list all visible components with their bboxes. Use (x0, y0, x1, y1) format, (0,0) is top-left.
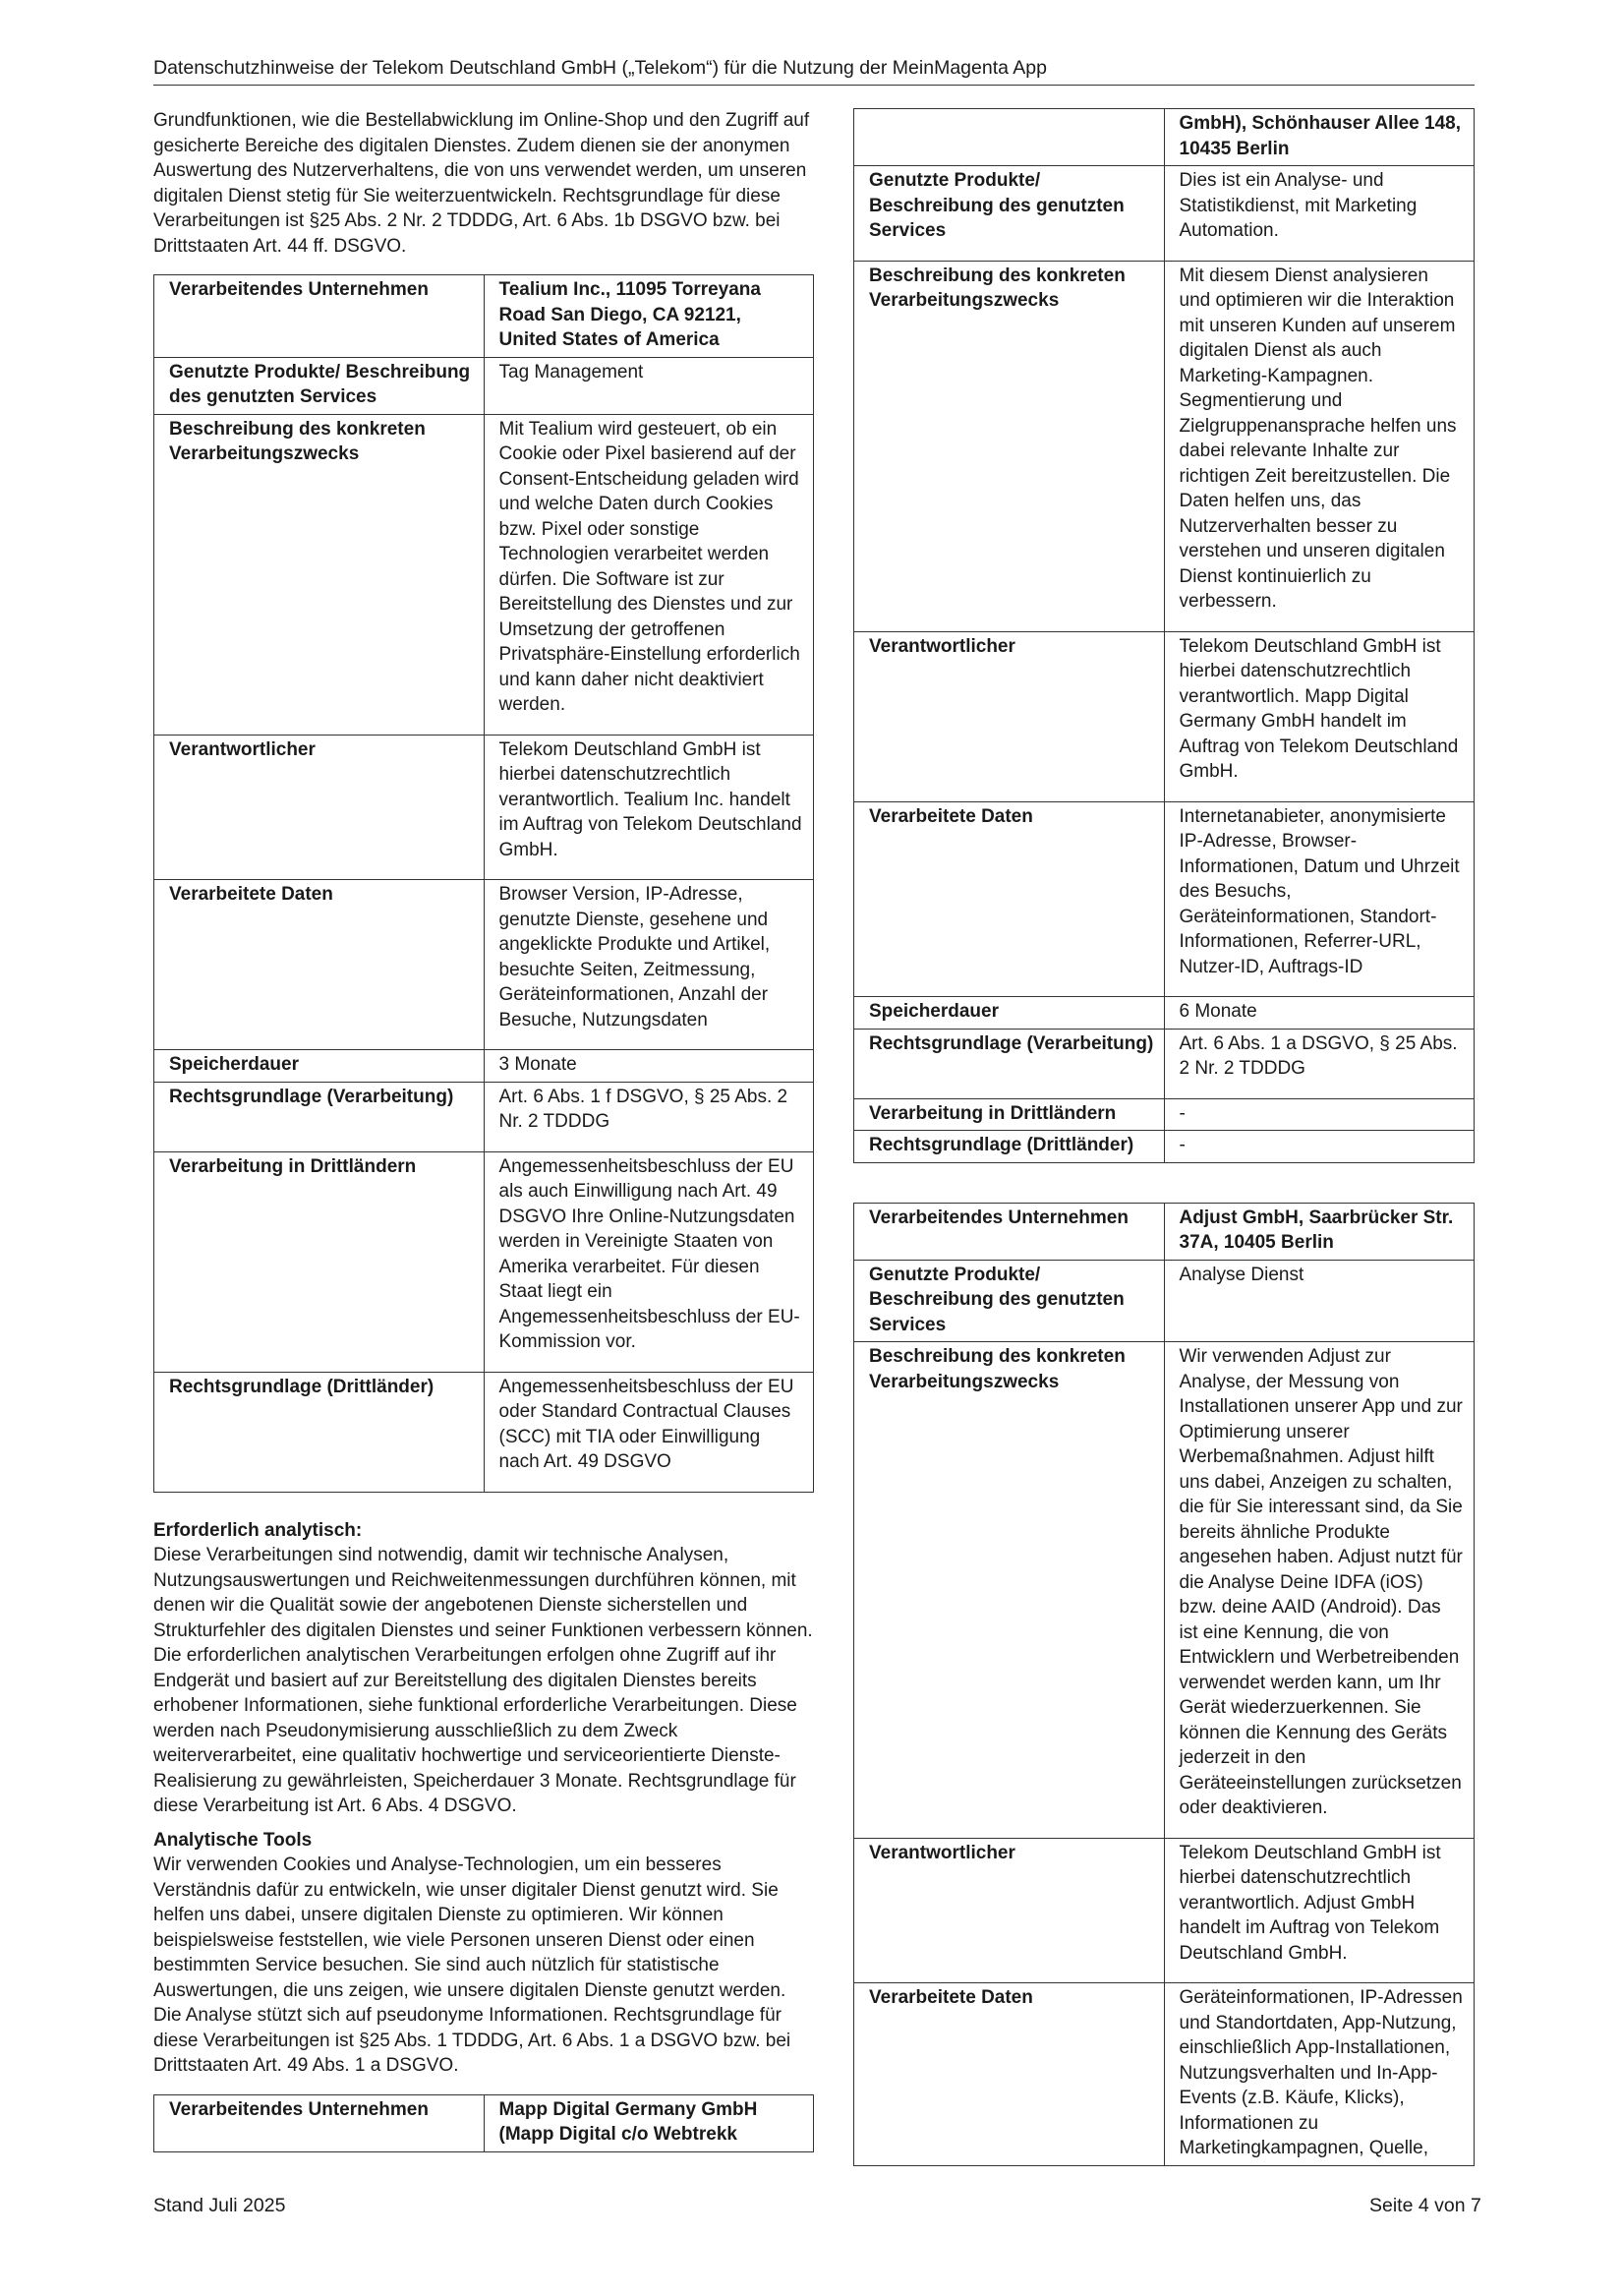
row-key: Genutzte Produkte/ Beschreibung des genutzten Services (854, 166, 1165, 262)
row-key: Verantwortlicher (854, 1838, 1165, 1983)
row-key: Rechtsgrundlage (Drittländer) (854, 1131, 1165, 1163)
row-value: Tealium Inc., 11095 Torreyana Road San Diego, CA 92121, United States of America (484, 275, 814, 358)
table-row (854, 1029, 1475, 1098)
row-value: Adjust GmbH, Saarbrücker Str. 37A, 10405 Berlin (1164, 1203, 1475, 1260)
row-key: Verarbeitung in Drittländern (154, 1151, 485, 1372)
left-column (153, 108, 814, 2152)
row-key: Speicherdauer (154, 1050, 485, 1083)
table-row (854, 1260, 1475, 1342)
analytic-paragraph: Diese Verarbeitungen sind notwendig, damit wir technische Analysen, Nutzungsauswertungen und Reichweitenmessungen durchführen können, mit denen wir die Qualität sowie der angebotenen Dienste sicherstellen und Strukturfehler des digitalen Dienstes und seiner Funktionen verbessern können. Die erforderlichen analytischen Verarbeitungen erfolgen ohne Zugriff auf ihr Endgerät und basiert auf zur Bereitstellung des digitalen Dienstes bereits erhobener Informationen, siehe funktional erforderliche Verarbeitungen. Diese werden nach Pseudonymisierung ausschließlich zu dem Zweck weiterverarbeitet, eine qualitativ hochwertige und serviceorientierte Dienste-Realisierung zu gewährleisten, Speicherdauer 3 Monate. Rechtsgrundlage für diese Verarbeitung ist Art. 6 Abs. 4 DSGVO. (153, 1545, 813, 1816)
row-key: Verarbeitung in Drittländern (854, 1098, 1165, 1131)
row-value: Telekom Deutschland GmbH ist hierbei datenschutzrechtlich verantwortlich. Tealium Inc. handelt im Auftrag von Telekom Deutschland GmbH. (484, 735, 814, 880)
row-value: 3 Monate (484, 1050, 814, 1083)
row-key: Verantwortlicher (854, 631, 1165, 801)
table-row (154, 1050, 814, 1083)
row-value: Mit Tealium wird gesteuert, ob ein Cookie oder Pixel basierend auf der Consent-Entscheidung geladen wird und welche Daten durch Cookies bzw. Pixel oder sonstige Technologien verarbeitet werden dürfen. Die Software ist zur Bereitstellung des Dienstes und zur Umsetzung der getroffenen Privatsphäre-Einstellung erforderlich und kann daher nicht deaktiviert werden. (484, 414, 814, 735)
row-value: Dies ist ein Analyse- und Statistikdienst, mit Marketing Automation. (1164, 166, 1475, 262)
table-row (854, 261, 1475, 631)
row-value: Telekom Deutschland GmbH ist hierbei datenschutzrechtlich verantwortlich. Mapp Digital Germany GmbH handelt im Auftrag von Telekom Deutschland GmbH. (1164, 631, 1475, 801)
row-key: Genutzte Produkte/ Beschreibung des genutzten Services (154, 357, 485, 414)
table-row (154, 1151, 814, 1372)
row-value: Browser Version, IP-Adresse, genutzte Dienste, gesehene und angeklickte Produkte und Artikel, besuchte Seiten, Zeitmessung, Geräteinformationen, Anzahl der Besuche, Nutzungsdaten (484, 880, 814, 1050)
row-key: Rechtsgrundlage (Drittländer) (154, 1372, 485, 1492)
row-key: Rechtsgrundlage (Verarbeitung) (854, 1029, 1165, 1098)
row-key: Genutzte Produkte/ Beschreibung des genutzten Services (854, 1260, 1165, 1342)
table-row (154, 2094, 814, 2151)
row-value: Art. 6 Abs. 1 f DSGVO, § 25 Abs. 2 Nr. 2 TDDDG (484, 1082, 814, 1151)
row-value: Internetanabieter, anonymisierte IP-Adresse, Browser-Informationen, Datum und Uhrzeit des Besuchs, Geräteinformationen, Standort-Informationen, Referrer-URL, Nutzer-ID, Auftrags-ID (1164, 801, 1475, 997)
tealium-table (153, 274, 814, 1493)
row-value: Tag Management (484, 357, 814, 414)
table-row (154, 275, 814, 358)
mapp-table-continued (853, 108, 1475, 1163)
table-row (854, 109, 1475, 166)
row-value: - (1164, 1131, 1475, 1163)
row-key: Verarbeitete Daten (854, 1983, 1165, 2166)
row-value: Geräteinformationen, IP-Adressen und Standortdaten, App-Nutzung, einschließlich App-Installationen, Nutzungsverhalten und In-App-Events (z.B. Käufe, Klicks), Informationen zu Marketingkampagnen, Quelle, (1164, 1983, 1475, 2166)
row-value: - (1164, 1098, 1475, 1131)
row-key: Beschreibung des konkreten Verarbeitungszwecks (154, 414, 485, 735)
table-row (854, 1838, 1475, 1983)
row-key: Beschreibung des konkreten Verarbeitungszwecks (854, 1342, 1165, 1839)
row-value: Analyse Dienst (1164, 1260, 1475, 1342)
table-row (854, 1131, 1475, 1163)
table-row (854, 1342, 1475, 1839)
row-key: Verarbeitete Daten (154, 880, 485, 1050)
row-value: Telekom Deutschland GmbH ist hierbei datenschutzrechtlich verantwortlich. Adjust GmbH handelt im Auftrag von Telekom Deutschland GmbH. (1164, 1838, 1475, 1983)
table-row (154, 880, 814, 1050)
row-key: Verarbeitendes Unternehmen (854, 1203, 1165, 1260)
tools-paragraph: Wir verwenden Cookies und Analyse-Technologien, um ein besseres Verständnis dafür zu entwickeln, wie unser digitaler Dienst genutzt wird. Sie helfen uns dabei, unsere digitalen Dienste zu optimieren. Wir können beispielsweise feststellen, wie viele Personen unseren Dienst oder einen bestimmten Service besuchen. Sie sind auch nützlich für statistische Auswertungen, die uns zeigen, wie unsere digitalen Dienste genutzt werden. Die Analyse stützt sich auf pseudonyme Informationen. Rechtsgrundlage für diese Verarbeitungen ist §25 Abs. 1 TDDDG, Art. 6 Abs. 1 a DSGVO bzw. bei Drittstaaten Art. 49 Abs. 1 a DSGVO. (153, 1854, 791, 2076)
row-value: Angemessenheitsbeschluss der EU als auch Einwilligung nach Art. 49 DSGVO Ihre Online-Nutzungsdaten werden in Vereinigte Staaten von Amerika verarbeitet. Für diesen Staat liegt ein Angemessenheitsbeschluss der EU-Kommission vor. (484, 1151, 814, 1372)
adjust-table (853, 1203, 1475, 2166)
row-value: Art. 6 Abs. 1 a DSGVO, § 25 Abs. 2 Nr. 2 TDDDG (1164, 1029, 1475, 1098)
table-row (154, 357, 814, 414)
row-key: Verarbeitendes Unternehmen (154, 275, 485, 358)
row-value: Wir verwenden Adjust zur Analyse, der Messung von Installationen unserer App und zur Optimierung unserer Werbemaßnahmen. Adjust hilft uns dabei, Anzeigen zu schalten, die für Sie interessant sind, da Sie bereits ähnliche Produkte angesehen haben. Adjust nutzt für die Analyse Deine IDFA (iOS) bzw. deine AAID (Android). Das ist eine Kennung, die von Entwicklern und Werbetreibenden verwendet werden kann, um Ihr Gerät wiederzuerkennen. Sie können die Kennung des Geräts jederzeit in den Geräteeinstellungen zurücksetzen oder deaktivieren. (1164, 1342, 1475, 1839)
row-key: Verarbeitete Daten (854, 801, 1165, 997)
table-row (854, 1098, 1475, 1131)
table-row (854, 801, 1475, 997)
intro-paragraph: Grundfunktionen, wie die Bestellabwicklung im Online-Shop und den Zugriff auf gesicherte Bereiche des digitalen Dienstes. Zudem dienen sie der anonymen Auswertung des Nutzerverhaltens, die von uns verwendet werden, um unseren digitalen Dienst stetig für Sie weiterzuentwickeln. Rechtsgrundlage für diese Verarbeitungen ist §25 Abs. 2 Nr. 2 TDDDG, Art. 6 Abs. 1b DSGVO bzw. bei Drittstaaten Art. 44 ff. DSGVO. (153, 110, 810, 257)
row-key: Verantwortlicher (154, 735, 485, 880)
table-row (854, 1203, 1475, 1260)
table-row (154, 735, 814, 880)
mapp-table-start (153, 2094, 814, 2152)
table-row (154, 1372, 814, 1492)
table-row (854, 997, 1475, 1030)
row-value: Mapp Digital Germany GmbH (Mapp Digital c/o Webtrekk (484, 2094, 814, 2151)
table-row (854, 631, 1475, 801)
row-key (854, 109, 1165, 166)
footer-page-number: Seite 4 von 7 (1369, 2195, 1481, 2216)
row-value: 6 Monate (1164, 997, 1475, 1030)
table-row (154, 414, 814, 735)
right-column (853, 108, 1475, 2166)
row-value: GmbH), Schönhauser Allee 148, 10435 Berlin (1164, 109, 1475, 166)
row-key: Speicherdauer (854, 997, 1165, 1030)
row-key: Beschreibung des konkreten Verarbeitungszwecks (854, 261, 1165, 631)
footer-date: Stand Juli 2025 (153, 2195, 286, 2216)
table-row (154, 1082, 814, 1151)
section-heading-tools: Analytische Tools (153, 1829, 313, 1851)
row-key: Verarbeitendes Unternehmen (154, 2094, 485, 2151)
table-row (854, 1983, 1475, 2166)
section-heading-analytic: Erforderlich analytisch: (153, 1519, 363, 1541)
table-row (854, 166, 1475, 262)
row-value: Mit diesem Dienst analysieren und optimieren wir die Interaktion mit unseren Kunden auf unserem digitalen Dienst als auch Marketing-Kampagnen. Segmentierung und Zielgruppenansprache helfen uns dabei relevante Inhalte zur richtigen Zeit bereitzustellen. Die Daten helfen uns, das Nutzerverhalten besser zu verstehen und unseren digitalen Dienst kontinuierlich zu verbessern. (1164, 261, 1475, 631)
row-value: Angemessenheitsbeschluss der EU oder Standard Contractual Clauses (SCC) mit TIA oder Einwilligung nach Art. 49 DSGVO (484, 1372, 814, 1492)
row-key: Rechtsgrundlage (Verarbeitung) (154, 1082, 485, 1151)
page-header: Datenschutzhinweise der Telekom Deutschland GmbH („Telekom“) für die Nutzung der MeinMagenta App (153, 55, 1475, 86)
